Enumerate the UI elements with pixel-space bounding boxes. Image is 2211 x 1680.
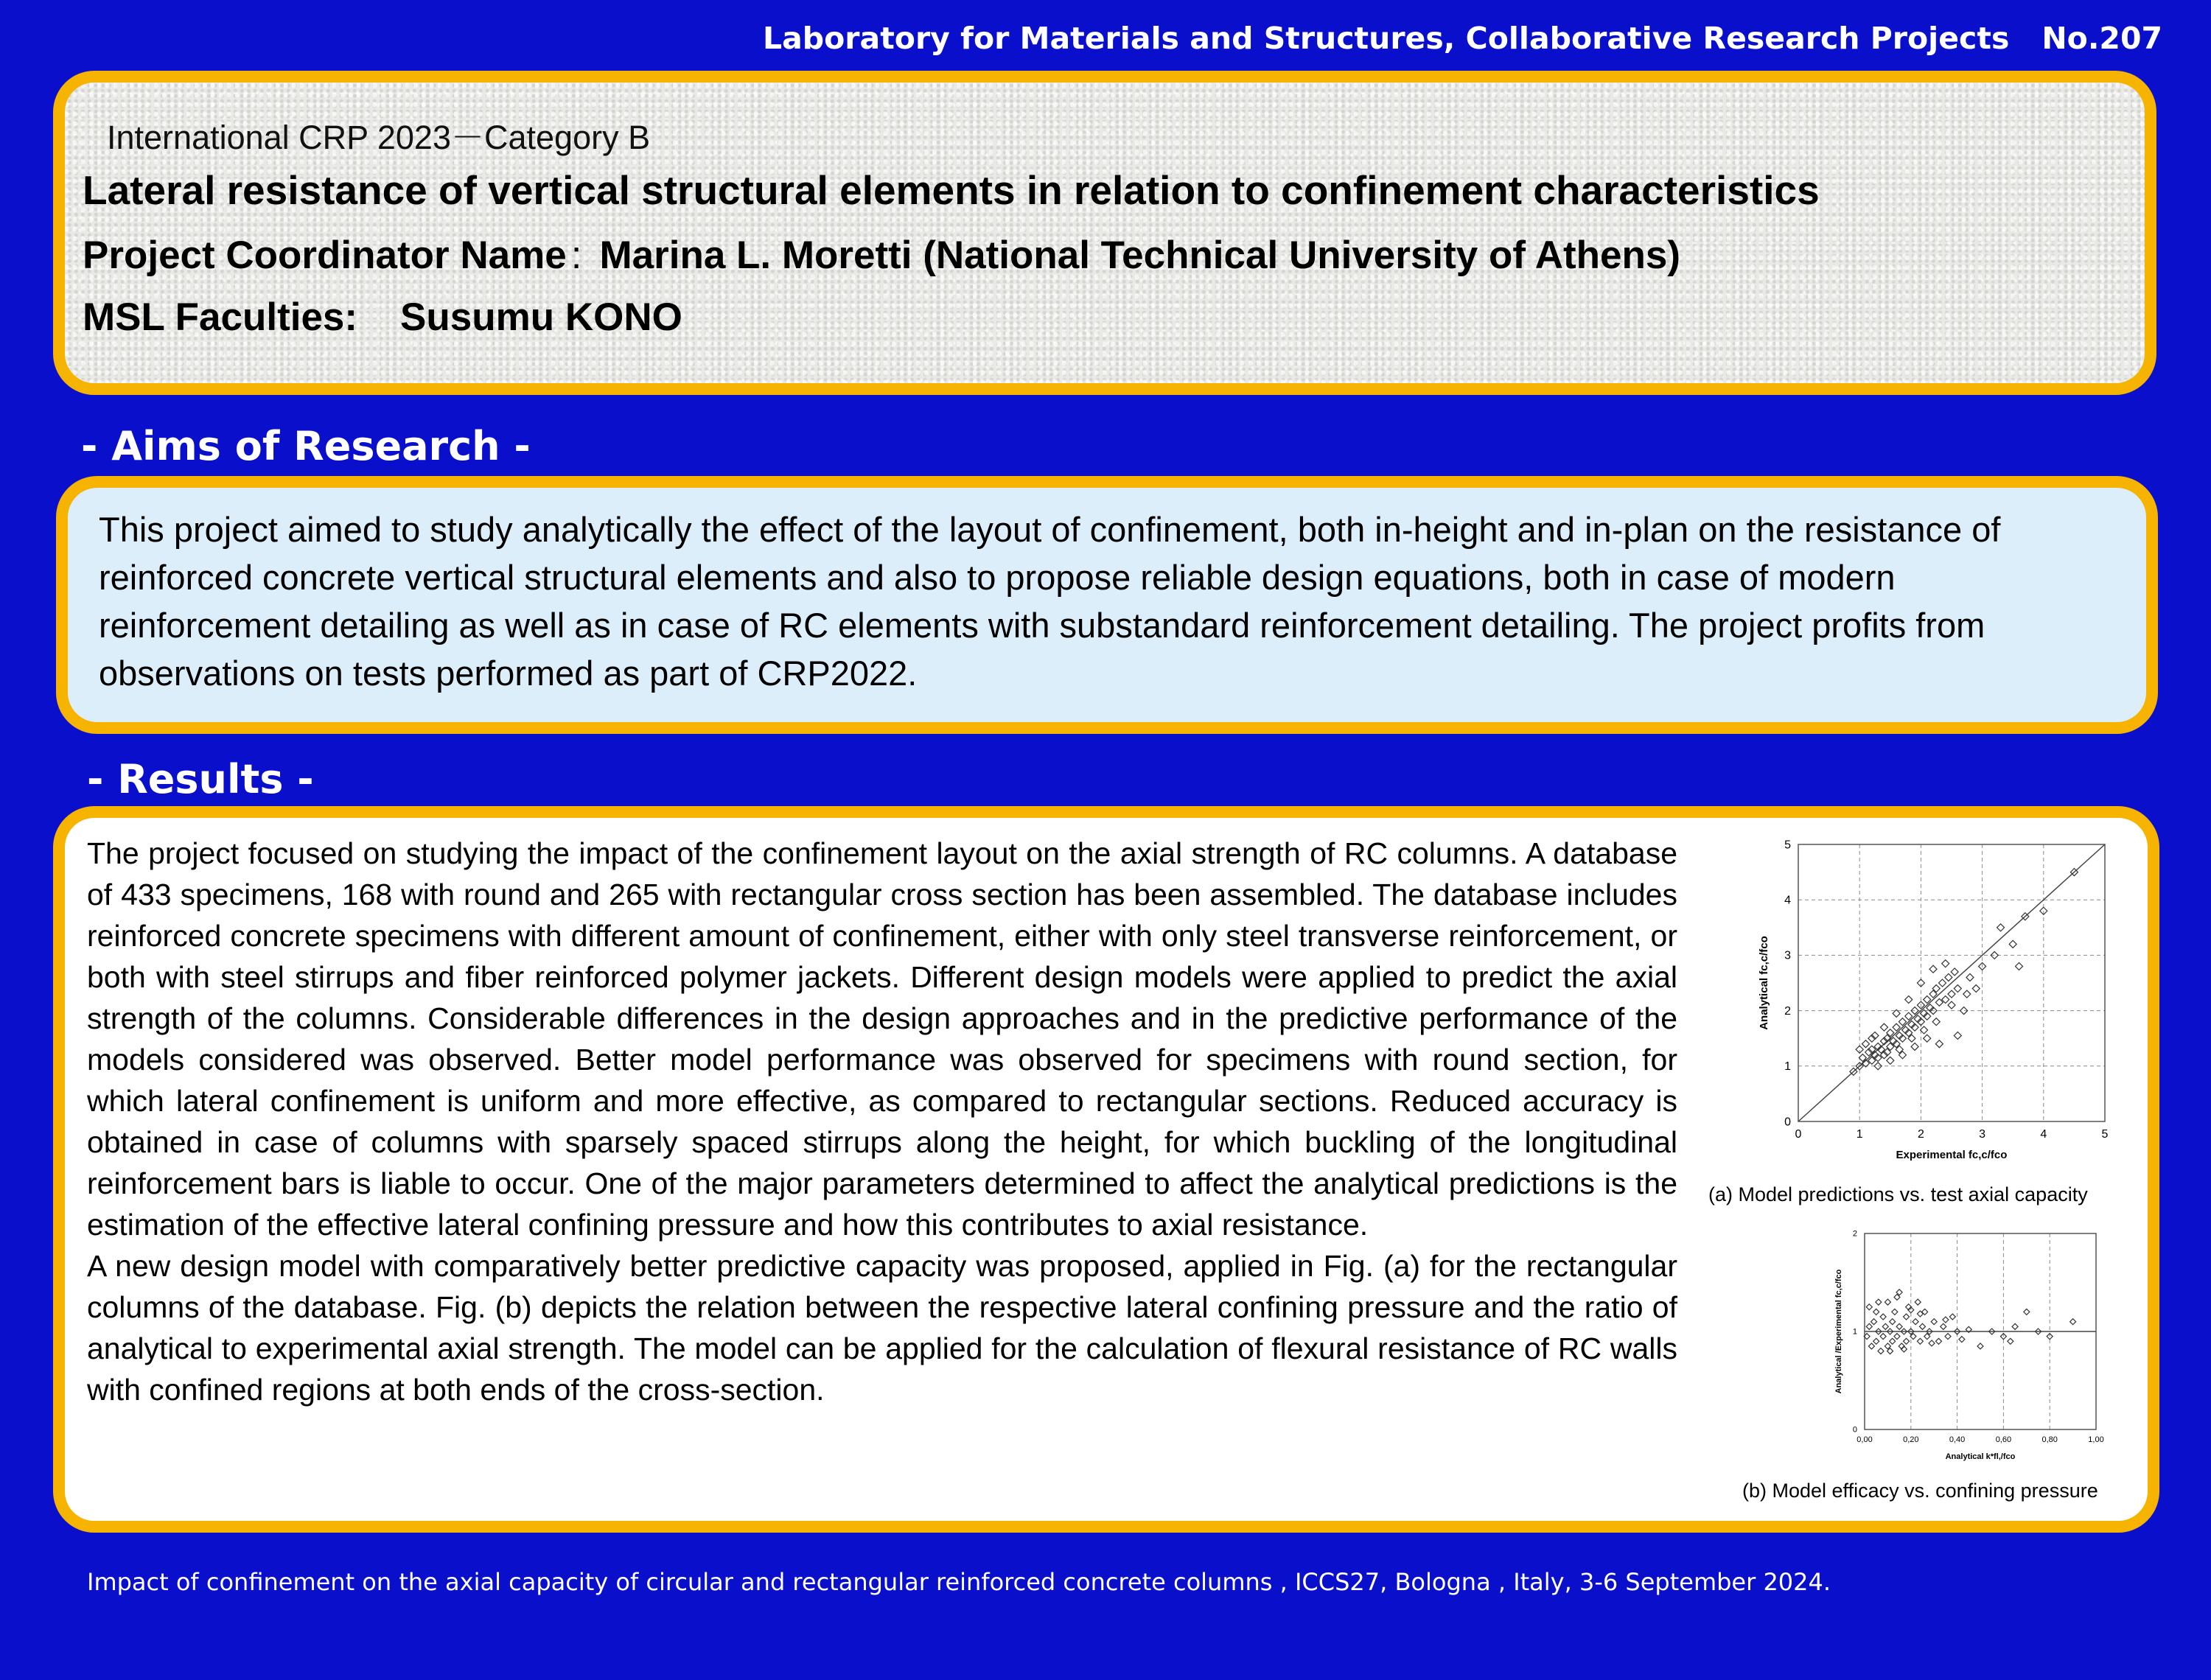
chart-a-caption: (a) Model predictions vs. test axial capacity	[1708, 1183, 2088, 1205]
chart-b-caption: (b) Model efficacy vs. confining pressure	[1742, 1480, 2098, 1502]
chartB-xtick-label: 0,80	[2041, 1435, 2058, 1444]
chartA-point	[1935, 1040, 1943, 1048]
chartB-ytick-label: 2	[1852, 1229, 1857, 1239]
chartB-xtick-label: 0,60	[1995, 1435, 2012, 1444]
chartB-point	[1882, 1323, 1888, 1329]
poster-number: No.207	[2041, 21, 2162, 56]
chartB-point	[1894, 1334, 1900, 1340]
chartB-xtick-label: 0,00	[1857, 1435, 1873, 1444]
coordinator-label: Project Coordinator Name	[83, 234, 567, 277]
chart-a	[1710, 831, 2123, 1177]
chartA-point	[1932, 1018, 1940, 1026]
chartB-point	[1920, 1323, 1926, 1329]
coordinator-name: Marina L. Moretti (National Technical University of Athens)	[599, 234, 1681, 277]
chartA-point	[1972, 985, 1980, 993]
faculty-line	[83, 295, 682, 340]
aims-heading: - Aims of Research -	[81, 423, 531, 469]
results-heading: - Results -	[87, 756, 314, 802]
chartB-point	[1890, 1338, 1896, 1344]
chartA-point	[1954, 985, 1961, 993]
chartA-point	[2009, 940, 2016, 948]
chartA-point	[1963, 990, 1971, 998]
chartB-point	[1945, 1334, 1951, 1340]
chartB-point	[1929, 1340, 1935, 1346]
chart-b	[1798, 1225, 2108, 1468]
chartA-ytick-label: 0	[1784, 1116, 1791, 1129]
chartB-point	[1977, 1343, 1983, 1349]
chartA-ytick-label: 2	[1784, 1004, 1791, 1018]
chartB-point	[1943, 1317, 1949, 1323]
chartA-point	[1905, 996, 1913, 1004]
results-paragraph-1: The project focused on studying the impact of the confinement layout on the axial strength of RC columns. A database of 433 specimens, 168 with round and 265 with rectangular cross section has been assembled. The database includes reinforced concrete specimens with different amount of confinement, either with only steel transverse reinforcement, or both with steel stirrups and fiber reinforced polymer jackets. Different design models were applied to predict the axial strength of the columns. Considerable differences in the design approaches and in the predictive performance of the models considered was observed. Better model performance was observed for specimens with round section, for which lateral confinement is uniform and more effective, as compared to rectangular sections. Reduced accuracy is obtained in case of columns with sparsely spaced stirrups along the height, for which buckling of the longitudinal reinforcement bars is liable to occur. One of the major parameters determined to affect the analytical predictions is the estimation of the effective lateral confining pressure and how this contributes to axial resistance.	[87, 836, 1677, 1242]
chartA-identity-line	[1798, 844, 2105, 1121]
chartA-point	[1921, 1026, 1928, 1034]
chartA-point	[1954, 1032, 1961, 1039]
faculty-name: Susumu KONO	[400, 295, 682, 339]
chartB-point	[1892, 1309, 1898, 1315]
chartB-point	[1873, 1309, 1879, 1315]
chartB-point	[1931, 1319, 1937, 1325]
chartB-point	[1959, 1337, 1965, 1343]
coordinator-separator: :	[570, 234, 582, 277]
chartB-point	[1885, 1299, 1890, 1305]
chartA-point	[1862, 1040, 1870, 1048]
chartB-point	[1904, 1314, 1910, 1320]
chartA-point	[1945, 973, 1952, 981]
chart-a-ylabel: Analytical fc,c/fco	[1758, 936, 1770, 1030]
poster-header	[763, 21, 2162, 56]
results-text	[87, 833, 1677, 1410]
chart-b-points	[1864, 1289, 2075, 1354]
chartB-point	[1878, 1348, 1884, 1354]
chartB-point	[1935, 1338, 1941, 1344]
chart-b-ylabel: Analytical /Experimental fc,c/fco	[1834, 1269, 1843, 1394]
chartA-point	[1951, 968, 1958, 976]
chartB-point	[2024, 1309, 2030, 1315]
chartA-point	[1924, 1035, 1931, 1042]
chartA-point	[1997, 924, 2005, 931]
chartA-point	[1929, 965, 1937, 973]
chartB-xtick-label: 0,40	[1949, 1435, 1966, 1444]
chartA-point	[1966, 973, 1974, 981]
faculty-label: MSL Faculties:	[83, 295, 358, 339]
chart-b-xlabel: Analytical k*fl,/fco	[1945, 1452, 2016, 1461]
chartB-point	[1941, 1323, 1946, 1329]
chartB-point	[1915, 1299, 1921, 1305]
chartB-ytick-label: 0	[1852, 1425, 1857, 1435]
chart-a-reference-line	[1798, 844, 2105, 1121]
chartB-point	[1868, 1343, 1874, 1349]
chartB-point	[2008, 1338, 2013, 1344]
chartB-point	[1866, 1304, 1872, 1310]
chartA-ytick-label: 1	[1784, 1060, 1791, 1074]
chartB-xtick-label: 1,00	[2088, 1435, 2104, 1444]
chartB-xtick-label: 0,20	[1903, 1435, 1919, 1444]
chartB-point	[2070, 1319, 2076, 1325]
chartA-point	[1911, 1043, 1918, 1050]
chartA-ytick-label: 4	[1784, 894, 1791, 907]
chartB-point	[1880, 1334, 1886, 1340]
chartA-point	[1942, 960, 1949, 967]
chartB-point	[1917, 1338, 1923, 1344]
chartB-point	[1873, 1338, 1879, 1344]
chartB-point	[1876, 1299, 1882, 1305]
chartA-xtick-label: 2	[1917, 1128, 1924, 1141]
chartA-point	[1948, 1001, 1955, 1009]
chartB-point	[1904, 1338, 1910, 1344]
chartA-point	[2016, 962, 2023, 970]
results-paragraph-2: A new design model with comparatively better predictive capacity was proposed, applied in Fig. (a) for the rectangular columns of the database. Fig. (b) depicts the relation between the respective lateral confining pressure and the ratio of analytical to experimental axial strength. The model can be applied for the calculation of flexural resistance of RC walls with confined regions at both ends of the cross-section.	[87, 1249, 1677, 1407]
project-title: Lateral resistance of vertical structural elements in relation to confinement characteristics	[83, 167, 1820, 213]
chartA-point	[1939, 979, 1946, 987]
chartB-point	[2012, 1323, 2018, 1329]
chartB-point	[1890, 1319, 1896, 1325]
chartA-xtick-label: 4	[2040, 1128, 2047, 1141]
chartA-xtick-label: 1	[1856, 1128, 1863, 1141]
aims-text: This project aimed to study analytically the effect of the layout of confinement, both in-height and in-plan on the resistance of reinforced concrete vertical structural elements and also to propose reliable design equations, both in case of modern reinforcement detailing as well as in case of RC elements with substandard reinforcement detailing. The project profits from observations on tests performed as part of CRP2022.	[99, 510, 2001, 693]
chart-b-ticks	[1853, 1230, 2104, 1444]
chart-a-ticks	[1784, 839, 2108, 1141]
chartA-xtick-label: 5	[2101, 1128, 2109, 1141]
chartA-ytick-label: 5	[1784, 839, 1791, 852]
chartA-xtick-label: 0	[1795, 1128, 1802, 1141]
chart-a-xlabel: Experimental fc,c/fco	[1896, 1149, 2008, 1161]
reference-footer: Impact of confinement on the axial capacity of circular and rectangular reinforced concrete columns , ICCS27, Bologna , Italy, 3-6 September 2024.	[87, 1568, 1831, 1596]
chartB-ytick-label: 1	[1852, 1327, 1857, 1337]
lab-name: Laboratory for Materials and Structures, Collaborative Research Projects	[763, 21, 2010, 56]
chartB-point	[1880, 1314, 1886, 1320]
chartA-point	[1880, 1023, 1887, 1031]
chartB-point	[1913, 1319, 1918, 1325]
chartB-point	[1896, 1323, 1902, 1329]
chartA-point	[1948, 990, 1955, 998]
chartB-point	[1949, 1314, 1955, 1320]
chartA-point	[1887, 1057, 1894, 1064]
chartB-point	[1871, 1319, 1877, 1325]
chartA-ytick-label: 3	[1784, 949, 1791, 962]
chartA-xtick-label: 3	[1979, 1128, 1986, 1141]
chartB-point	[1866, 1323, 1872, 1329]
coordinator-line	[83, 233, 1680, 278]
category-label: International CRP 2023－Category B	[107, 119, 651, 156]
